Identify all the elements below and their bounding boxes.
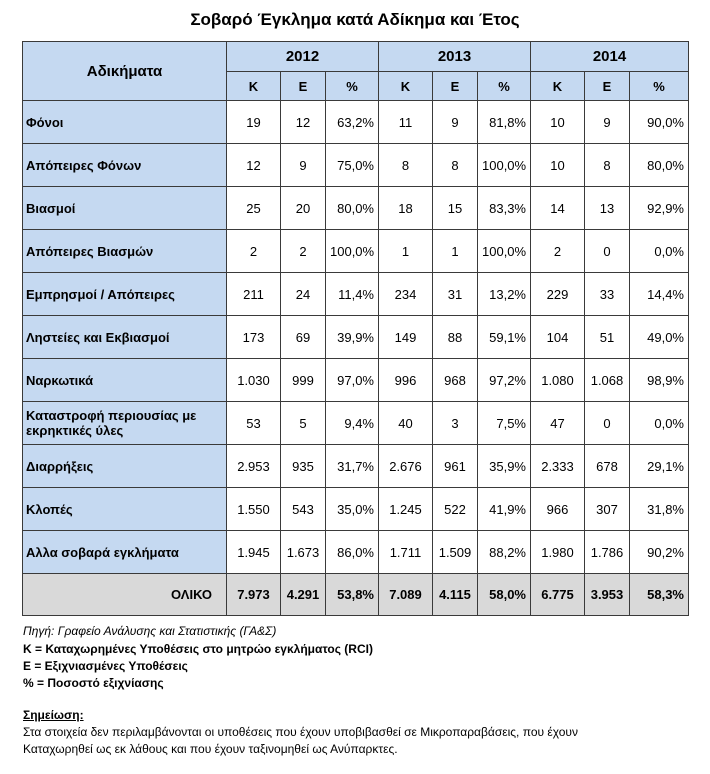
cell-solved: 24 <box>281 273 326 316</box>
offense-label: Απόπειρες Βιασμών <box>23 230 227 273</box>
table-row <box>23 230 689 273</box>
cell-registered: 6.775 <box>531 574 585 616</box>
cell-registered: 53 <box>227 402 281 445</box>
cell-solved: 1.673 <box>281 531 326 574</box>
cell-percent: 86,0% <box>326 531 379 574</box>
sub-k: K <box>531 72 585 101</box>
cell-solved: 2 <box>281 230 326 273</box>
cell-registered: 2.333 <box>531 445 585 488</box>
sub-pct: % <box>326 72 379 101</box>
sub-pct: % <box>478 72 531 101</box>
table-row <box>23 531 689 574</box>
table-row <box>23 402 689 445</box>
cell-percent: 100,0% <box>478 230 531 273</box>
cell-solved: 1.509 <box>433 531 478 574</box>
cell-solved: 9 <box>433 101 478 144</box>
cell-solved: 13 <box>585 187 630 230</box>
cell-percent: 7,5% <box>478 402 531 445</box>
cell-percent: 35,0% <box>326 488 379 531</box>
cell-percent: 49,0% <box>630 316 689 359</box>
sub-k: K <box>379 72 433 101</box>
cell-percent: 31,7% <box>326 445 379 488</box>
cell-solved: 999 <box>281 359 326 402</box>
cell-registered: 996 <box>379 359 433 402</box>
cell-registered: 173 <box>227 316 281 359</box>
cell-percent: 80,0% <box>630 144 689 187</box>
cell-registered: 10 <box>531 144 585 187</box>
note-line-2: Καταχωρηθεί ως εκ λάθους και που έχουν ταξινομηθεί ως Ανύπαρκτες. <box>23 742 398 756</box>
cell-percent: 11,4% <box>326 273 379 316</box>
cell-solved: 1 <box>433 230 478 273</box>
cell-percent: 59,1% <box>478 316 531 359</box>
cell-registered: 7.973 <box>227 574 281 616</box>
cell-percent: 53,8% <box>326 574 379 616</box>
cell-solved: 1.068 <box>585 359 630 402</box>
offense-label: Βιασμοί <box>23 187 227 230</box>
cell-registered: 234 <box>379 273 433 316</box>
cell-registered: 8 <box>379 144 433 187</box>
cell-registered: 11 <box>379 101 433 144</box>
cell-percent: 58,0% <box>478 574 531 616</box>
source-note: Πηγή: Γραφείο Ανάλυσης και Στατιστικής (ΓΑ&Σ) <box>23 624 277 638</box>
cell-percent: 41,9% <box>478 488 531 531</box>
cell-registered: 2.953 <box>227 445 281 488</box>
cell-solved: 33 <box>585 273 630 316</box>
cell-solved: 0 <box>585 402 630 445</box>
cell-percent: 97,0% <box>326 359 379 402</box>
cell-registered: 966 <box>531 488 585 531</box>
cell-registered: 2.676 <box>379 445 433 488</box>
cell-solved: 15 <box>433 187 478 230</box>
cell-solved: 12 <box>281 101 326 144</box>
crime-table <box>22 41 689 616</box>
cell-registered: 10 <box>531 101 585 144</box>
cell-registered: 104 <box>531 316 585 359</box>
cell-percent: 80,0% <box>326 187 379 230</box>
table-row <box>23 273 689 316</box>
offense-label: Αλλα σοβαρά εγκλήματα <box>23 531 227 574</box>
cell-percent: 29,1% <box>630 445 689 488</box>
offense-label: Απόπειρες Φόνων <box>23 144 227 187</box>
cell-solved: 543 <box>281 488 326 531</box>
cell-registered: 1.030 <box>227 359 281 402</box>
cell-percent: 88,2% <box>478 531 531 574</box>
cell-solved: 8 <box>585 144 630 187</box>
cell-percent: 0,0% <box>630 402 689 445</box>
cell-registered: 1.980 <box>531 531 585 574</box>
cell-solved: 678 <box>585 445 630 488</box>
sub-e: E <box>585 72 630 101</box>
cell-solved: 51 <box>585 316 630 359</box>
offense-label: Διαρρήξεις <box>23 445 227 488</box>
cell-percent: 98,9% <box>630 359 689 402</box>
legend-e: E = Εξιχνιασμένες Υποθέσεις <box>23 659 188 673</box>
cell-solved: 8 <box>433 144 478 187</box>
cell-registered: 2 <box>531 230 585 273</box>
table-row <box>23 316 689 359</box>
cell-solved: 4.291 <box>281 574 326 616</box>
cell-registered: 12 <box>227 144 281 187</box>
cell-percent: 90,2% <box>630 531 689 574</box>
sub-pct: % <box>630 72 689 101</box>
cell-solved: 0 <box>585 230 630 273</box>
cell-solved: 3 <box>433 402 478 445</box>
cell-solved: 9 <box>281 144 326 187</box>
legend-k: K = Καταχωρημένες Υποθέσεις στο μητρώο εγκλήματος (RCI) <box>23 642 373 656</box>
table-title: Σοβαρό Έγκλημα κατά Αδίκημα και Έτος <box>190 10 520 29</box>
cell-registered: 149 <box>379 316 433 359</box>
cell-registered: 14 <box>531 187 585 230</box>
cell-percent: 13,2% <box>478 273 531 316</box>
cell-percent: 100,0% <box>326 230 379 273</box>
cell-percent: 0,0% <box>630 230 689 273</box>
cell-registered: 1 <box>379 230 433 273</box>
cell-registered: 19 <box>227 101 281 144</box>
cell-registered: 229 <box>531 273 585 316</box>
offense-label: Εμπρησμοί / Απόπειρες <box>23 273 227 316</box>
cell-registered: 211 <box>227 273 281 316</box>
cell-registered: 18 <box>379 187 433 230</box>
cell-solved: 20 <box>281 187 326 230</box>
table-row <box>23 359 689 402</box>
cell-percent: 39,9% <box>326 316 379 359</box>
offense-label: Καταστροφή περιουσίας με εκρηκτικές ύλες <box>23 402 227 445</box>
cell-solved: 968 <box>433 359 478 402</box>
cell-solved: 88 <box>433 316 478 359</box>
cell-registered: 1.550 <box>227 488 281 531</box>
cell-percent: 75,0% <box>326 144 379 187</box>
offense-label: Ναρκωτικά <box>23 359 227 402</box>
cell-percent: 90,0% <box>630 101 689 144</box>
note-heading: Σημείωση: <box>23 708 84 722</box>
sub-k: K <box>227 72 281 101</box>
cell-percent: 35,9% <box>478 445 531 488</box>
cell-percent: 97,2% <box>478 359 531 402</box>
header-year-2014: 2014 <box>531 42 689 72</box>
cell-registered: 47 <box>531 402 585 445</box>
cell-solved: 961 <box>433 445 478 488</box>
cell-percent: 83,3% <box>478 187 531 230</box>
table-row <box>23 144 689 187</box>
cell-solved: 307 <box>585 488 630 531</box>
table-row <box>23 445 689 488</box>
cell-registered: 1.711 <box>379 531 433 574</box>
cell-percent: 9,4% <box>326 402 379 445</box>
cell-solved: 69 <box>281 316 326 359</box>
cell-percent: 31,8% <box>630 488 689 531</box>
offense-label: Κλοπές <box>23 488 227 531</box>
table-row <box>23 187 689 230</box>
cell-percent: 92,9% <box>630 187 689 230</box>
cell-registered: 40 <box>379 402 433 445</box>
offense-label: Φόνοι <box>23 101 227 144</box>
cell-registered: 1.245 <box>379 488 433 531</box>
cell-solved: 9 <box>585 101 630 144</box>
cell-solved: 4.115 <box>433 574 478 616</box>
sub-e: E <box>281 72 326 101</box>
cell-solved: 31 <box>433 273 478 316</box>
cell-solved: 3.953 <box>585 574 630 616</box>
cell-registered: 2 <box>227 230 281 273</box>
cell-registered: 25 <box>227 187 281 230</box>
cell-solved: 522 <box>433 488 478 531</box>
cell-percent: 63,2% <box>326 101 379 144</box>
cell-registered: 1.945 <box>227 531 281 574</box>
table-row <box>23 101 689 144</box>
cell-solved: 5 <box>281 402 326 445</box>
legend-pct: % = Ποσοστό εξιχνίασης <box>23 676 164 690</box>
table-row <box>23 488 689 531</box>
header-year-2012: 2012 <box>227 42 379 72</box>
cell-percent: 100,0% <box>478 144 531 187</box>
sub-e: E <box>433 72 478 101</box>
total-label: ΟΛΙΚΟ <box>23 574 227 616</box>
cell-percent: 58,3% <box>630 574 689 616</box>
cell-percent: 14,4% <box>630 273 689 316</box>
cell-registered: 1.080 <box>531 359 585 402</box>
cell-solved: 1.786 <box>585 531 630 574</box>
offense-label: Ληστείες και Εκβιασμοί <box>23 316 227 359</box>
header-offenses: Αδικήματα <box>23 42 227 101</box>
note-line-1: Στα στοιχεία δεν περιλαμβάνονται οι υποθέσεις που έχουν υποβιβασθεί σε Μικροπαραβάσεις, που έχουν <box>23 725 578 739</box>
cell-percent: 81,8% <box>478 101 531 144</box>
total-row <box>23 574 689 616</box>
cell-solved: 935 <box>281 445 326 488</box>
cell-registered: 7.089 <box>379 574 433 616</box>
header-year-2013: 2013 <box>379 42 531 72</box>
